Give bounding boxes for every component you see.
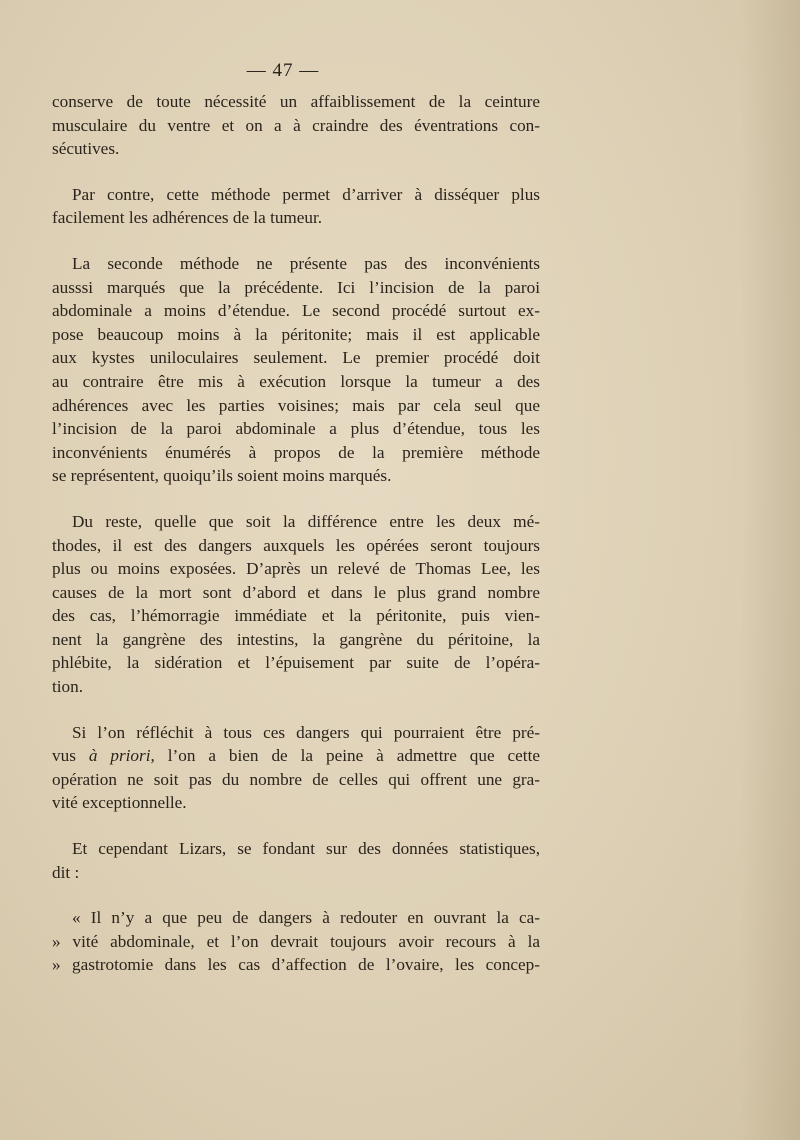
- paragraph-2: [52, 183, 540, 230]
- paragraph-3: [52, 252, 540, 488]
- text-line: musculaire du ventre et on a à craindre des éventrations con-: [52, 115, 540, 135]
- paragraph-6: [52, 837, 540, 884]
- paragraph-5: [52, 721, 540, 815]
- text-line: aux kystes uniloculaires seulement. Le premier procédé doit: [52, 348, 540, 368]
- text-line: abdominale a moins d’étendue. Le second procédé surtout ex-: [52, 301, 540, 321]
- text-line: l’incision de la paroi abdominale a plus d’étendue, tous les: [52, 419, 540, 439]
- text-line: » gastrotomie dans les cas d’affection de l’ovaire, les concep-: [52, 955, 540, 975]
- text-line: causes de la mort sont d’abord et dans le plus grand nombre: [52, 582, 540, 602]
- text-line: nent la gangrène des intestins, la gangrène du péritoine, la: [52, 629, 540, 649]
- text-line: pose beaucoup moins à la péritonite; mais il est applicable: [52, 324, 540, 344]
- text-line: ausssi marqués que la précédente. Ici l’incision de la paroi: [52, 277, 540, 297]
- text-span: l’on a bien de la peine à admettre que cette: [154, 746, 540, 766]
- italic-phrase: à priori,: [88, 746, 155, 766]
- text-line: plus ou moins exposées. D’après un relevé de Thomas Lee, les: [52, 559, 540, 579]
- text-line: » vité abdominale, et l’on devrait toujours avoir recours à la: [52, 931, 540, 951]
- text-line: phlébite, la sidération et l’épuisement par suite de l’opéra-: [52, 653, 540, 673]
- text-span: vus: [52, 746, 89, 766]
- text-line: sécutives.: [52, 139, 120, 159]
- text-line: Du reste, quelle que soit la différence entre les deux mé-: [72, 511, 540, 531]
- text-line: La seconde méthode ne présente pas des inconvénients: [72, 253, 540, 273]
- text-line: conserve de toute nécessité un affaiblissement de la ceinture: [52, 92, 540, 111]
- text-line: facilement les adhérences de la tumeur.: [52, 208, 323, 228]
- body-text: [52, 90, 540, 977]
- text-line: se représentent, quoiqu’ils soient moins marqués.: [52, 466, 392, 486]
- page-edge-shadow: [740, 0, 800, 1140]
- paragraph-1: [52, 90, 540, 161]
- text-line: inconvénients énumérés à propos de la première méthode: [52, 442, 540, 462]
- text-line: Par contre, cette méthode permet d’arriver à disséquer plus: [72, 184, 540, 204]
- text-line: « Il n’y a que peu de dangers à redouter en ouvrant la ca-: [72, 908, 540, 928]
- text-line: au contraire être mis à exécution lorsque la tumeur a des: [52, 371, 540, 391]
- text-line: adhérences avec les parties voisines; mais par cela seul que: [52, 395, 540, 415]
- text-line: opération ne soit pas du nombre de celles qui offrent une gra-: [52, 769, 540, 789]
- text-line: thodes, il est des dangers auxquels les opérées seront toujours: [52, 535, 540, 555]
- text-line: Si l’on réfléchit à tous ces dangers qui pourraient être pré-: [72, 722, 540, 742]
- text-line: vité exceptionnelle.: [52, 793, 187, 813]
- text-line: dit :: [52, 862, 80, 882]
- paragraph-7-quotation: [52, 906, 540, 977]
- text-line: tion.: [52, 677, 84, 697]
- text-line: [52, 744, 540, 768]
- text-line: des cas, l’hémorragie immédiate et la péritonite, puis vien-: [52, 606, 540, 626]
- page-number: — 47 —: [246, 60, 320, 81]
- text-line: Et cependant Lizars, se fondant sur des données statistiques,: [72, 839, 540, 859]
- paragraph-4: [52, 510, 540, 699]
